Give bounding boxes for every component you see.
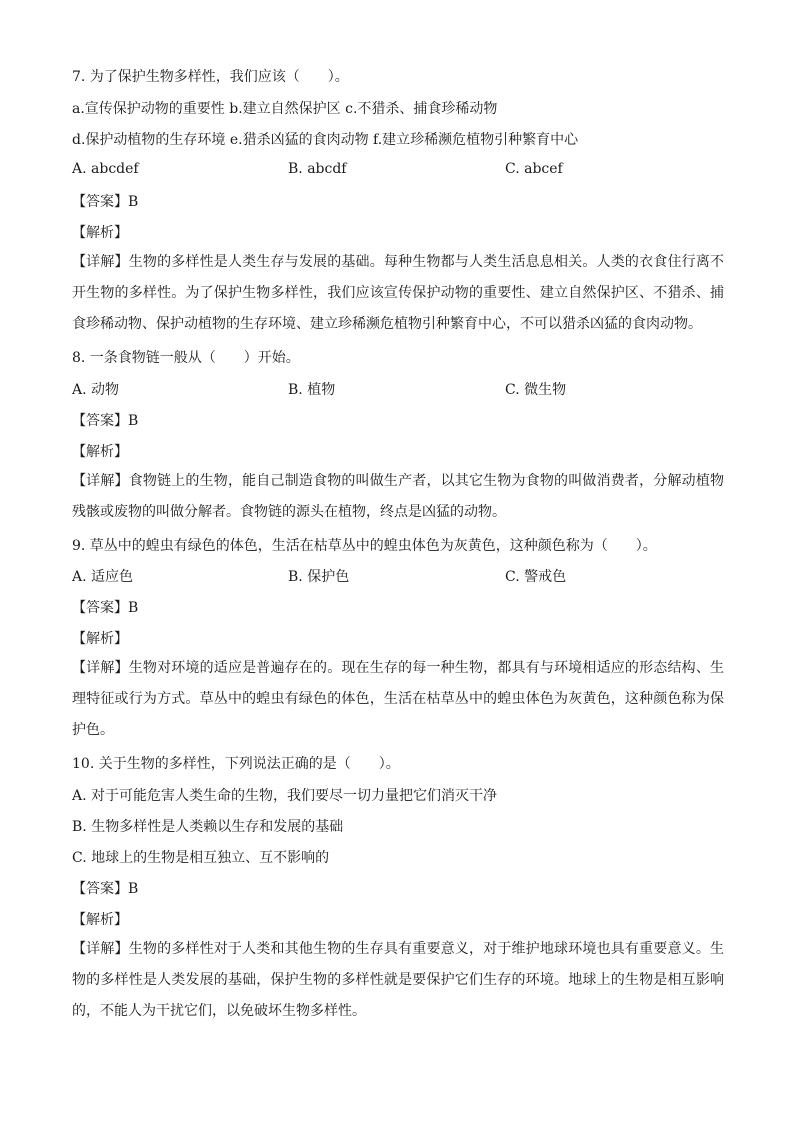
question-7-line-1: a.宣传保护动物的重要性 b.建立自然保护区 c.不猎杀、捕食珍稀动物 bbox=[72, 101, 498, 117]
question-10-analysis: 【解析】 bbox=[72, 912, 128, 928]
question-10-option-c: C. 地球上的生物是相互独立、互不影响的 bbox=[72, 850, 330, 866]
question-9-stem: 9. 草丛中的蝗虫有绿色的体色，生活在枯草丛中的蝗虫体色为灰黄色，这种颜色称为（ ）。 bbox=[72, 538, 657, 554]
question-9-option-b: B. 保护色 bbox=[288, 569, 350, 585]
question-9-answer: 【答案】B bbox=[72, 600, 139, 616]
question-8-option-c: C. 微生物 bbox=[505, 382, 567, 398]
question-7-option-c: C. abcef bbox=[505, 161, 563, 177]
question-7-option-a: A. abcdef bbox=[72, 161, 139, 177]
question-7-answer: 【答案】B bbox=[72, 194, 139, 210]
question-9-analysis: 【解析】 bbox=[72, 631, 128, 647]
question-7-detail: 【详解】生物的多样性是人类生存与发展的基础。每种生物都与人类生活息息相关。人类的衣食住行离不开生物的多样性。为了保护生物多样性，我们应该宣传保护动物的重要性、建立自然保护区、不猎杀、捕食珍稀动物、保护动植物的生存环境、建立珍稀濒危植物引种繁育中心，不可以猎杀凶猛的食肉动物。 bbox=[72, 254, 724, 332]
question-7-analysis: 【解析】 bbox=[72, 225, 128, 241]
question-8-options bbox=[72, 379, 726, 399]
question-7-options bbox=[72, 161, 726, 181]
question-9-option-a: A. 适应色 bbox=[72, 569, 134, 585]
question-9-option-c: C. 警戒色 bbox=[505, 569, 567, 585]
question-10-option-a: A. 对于可能危害人类生命的生物，我们要尽一切力量把它们消灭干净 bbox=[72, 788, 498, 804]
question-9-options bbox=[72, 566, 726, 586]
question-7-stem: 7. 为了保护生物多样性，我们应该（ ）。 bbox=[72, 69, 349, 85]
question-8-option-b: B. 植物 bbox=[288, 382, 336, 398]
question-7-option-b: B. abcdf bbox=[288, 161, 347, 177]
question-8-stem: 8. 一条食物链一般从（ ）开始。 bbox=[72, 350, 300, 366]
question-10-option-b: B. 生物多样性是人类赖以生存和发展的基础 bbox=[72, 819, 344, 835]
question-9-detail: 【详解】生物对环境的适应是普遍存在的。现在生存的每一种生物，都具有与环境相适应的形态结构、生理特征或行为方式。草丛中的蝗虫有绿色的体色，生活在枯草丛中的蝗虫体色为灰黄色，这种颜色称为保护色。 bbox=[72, 660, 724, 738]
question-8-detail: 【详解】食物链上的生物，能自己制造食物的叫做生产者，以其它生物为食物的叫做消费者，分解动植物残骸或废物的叫做分解者。食物链的源头在植物，终点是凶猛的动物。 bbox=[72, 473, 724, 520]
question-10-stem: 10. 关于生物的多样性，下列说法正确的是（ ）。 bbox=[72, 756, 400, 772]
question-10-answer: 【答案】B bbox=[72, 881, 139, 897]
question-8-analysis: 【解析】 bbox=[72, 444, 128, 460]
question-7-line-2: d.保护动植物的生存环境 e.猎杀凶猛的食肉动物 f.建立珍稀濒危植物引种繁育中心 bbox=[72, 132, 579, 148]
question-8-answer: 【答案】B bbox=[72, 413, 139, 429]
question-8-option-a: A. 动物 bbox=[72, 382, 120, 398]
question-10-detail: 【详解】生物的多样性对于人类和其他生物的生存具有重要意义，对于维护地球环境也具有重要意义。生物的多样性是人类发展的基础，保护生物的多样性就是要保护它们生存的环境。地球上的生物是相互影响的，不能人为干扰它们，以免破坏生物多样性。 bbox=[72, 941, 724, 1019]
